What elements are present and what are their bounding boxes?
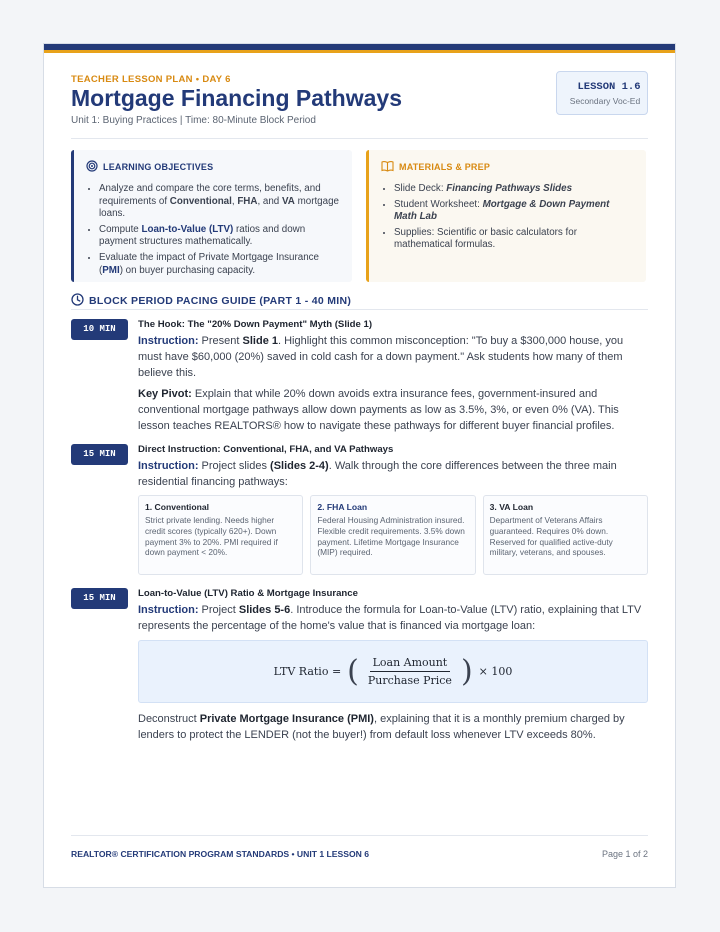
block-instruction: Instruction: Present Slide 1. Highlight this common misconception: "To buy a $300,000 house, you must have $60,000 (20%) saved in cold cash for a down payment." Ask students how many of them believe this. [138, 335, 624, 379]
footer-standards: REALTOR® CERTIFICATION PROGRAM STANDARDS • UNIT 1 LESSON 6 [71, 849, 370, 859]
objectives-list [86, 183, 340, 277]
header-kicker: TEACHER LESSON PLAN • DAY 6 [71, 74, 231, 85]
pathway-card-conventional [138, 495, 303, 575]
pacing-heading-text: BLOCK PERIOD PACING GUIDE (PART 1 - 40 MIN) [89, 295, 352, 307]
block-title: The Hook: The "20% Down Payment" Myth (Slide 1) [138, 319, 373, 330]
pathway-card-fha [310, 495, 475, 575]
objectives-heading: LEARNING OBJECTIVES [103, 162, 214, 172]
block-title: Loan-to-Value (LTV) Ratio & Mortgage Insurance [138, 588, 358, 599]
time-badge: 15 MIN [71, 588, 128, 609]
formula-rhs: × 100 [478, 665, 513, 678]
target-icon [86, 160, 98, 174]
left-paren: ( [347, 653, 359, 689]
lesson-code: LESSON 1.6 [577, 81, 641, 93]
page-title: Mortgage Financing Pathways [71, 85, 402, 111]
lesson-plan-page [43, 43, 676, 888]
right-paren: ) [460, 653, 473, 689]
block-key-pivot: Key Pivot: Explain that while 20% down avoids extra insurance fees, government-insured and conventional mortgage pathways allow down payments as low as 3.5%, 3%, or even 0% (VA). This lesson teaches REALTORS® how to navigate these pathways for different buyer financial profiles. [138, 388, 619, 432]
learning-objectives-card [71, 150, 352, 282]
material-item: • Slide Deck: Financing Pathways Slides [394, 183, 634, 196]
clock-icon [71, 293, 84, 309]
material-item: • Student Worksheet: Mortgage & Down Payment Math Lab [394, 199, 634, 224]
pathway-description: Federal Housing Administration insured. Flexible credit requirements. 3.5% down payment. Lifetime Mortgage Insurance (MIP) required. [317, 515, 465, 558]
block-instruction: Instruction: Project Slides 5-6. Introduce the formula for Loan-to-Value (LTV) ratio, explaining that LTV represents the percentage of the home's value that is financed via mortgage loan: [138, 604, 642, 632]
lesson-badge [556, 71, 648, 115]
objective-item: • Analyze and compare the core terms, benefits, and requirements of Conventional, FHA, and VA mortgage loans. [99, 183, 340, 221]
material-item: • Supplies: Scientific or basic calculators for mathematical formulas. [394, 227, 634, 252]
time-badge: 10 MIN [71, 319, 128, 340]
pacing-heading [71, 293, 351, 309]
header-subtitle: Unit 1: Buying Practices | Time: 80-Minute Block Period [71, 115, 316, 126]
pathway-card-va [483, 495, 648, 575]
pathway-title: 1. Conventional [145, 502, 209, 512]
formula-fraction [365, 656, 455, 687]
formula-denominator: Purchase Price [367, 674, 452, 687]
pacing-divider [71, 309, 648, 310]
pathway-description: Strict private lending. Needs higher credit scores (typically 620+). Down payment 3% to 20%. PMI required if down payment < 20%. [145, 515, 278, 558]
page-number: Page 1 of 2 [601, 849, 648, 859]
objective-item: • Compute Loan-to-Value (LTV) ratios and down payment structures mathematically. [99, 224, 340, 249]
pathway-description: Department of Veterans Affairs guaranteed. Requires 0% down. Reserved for qualified active-duty military, veterans, and spouses. [489, 515, 613, 558]
materials-heading: MATERIALS & PREP [399, 162, 491, 172]
materials-list [381, 183, 634, 252]
book-open-icon [381, 160, 394, 174]
block-title: Direct Instruction: Conventional, FHA, and VA Pathways [138, 444, 394, 455]
pathway-title: 3. VA Loan [489, 502, 534, 512]
lesson-level: Secondary Voc-Ed [569, 96, 641, 106]
formula-numerator: Loan Amount [370, 656, 451, 672]
materials-card [366, 150, 646, 282]
block-instruction: Instruction: Project slides (Slides 2-4). Walk through the core differences between the three main residential financing pathways: [138, 460, 617, 488]
header-divider [71, 138, 648, 139]
pathway-title: 2. FHA Loan [317, 502, 368, 512]
time-badge: 15 MIN [71, 444, 128, 465]
objective-item: • Evaluate the impact of Private Mortgage Insurance (PMI) on buyer purchasing capacity. [99, 252, 340, 277]
formula-lhs: LTV Ratio = [273, 665, 342, 678]
loan-pathway-cards [138, 495, 648, 575]
block-pmi-text: Deconstruct Private Mortgage Insurance (PMI), explaining that it is a monthly premium charged by lenders to protect the LENDER (not the buyer!) from default loss whenever LTV exceeds 80%. [138, 713, 625, 741]
ltv-formula [138, 640, 648, 703]
footer-divider [71, 835, 648, 836]
